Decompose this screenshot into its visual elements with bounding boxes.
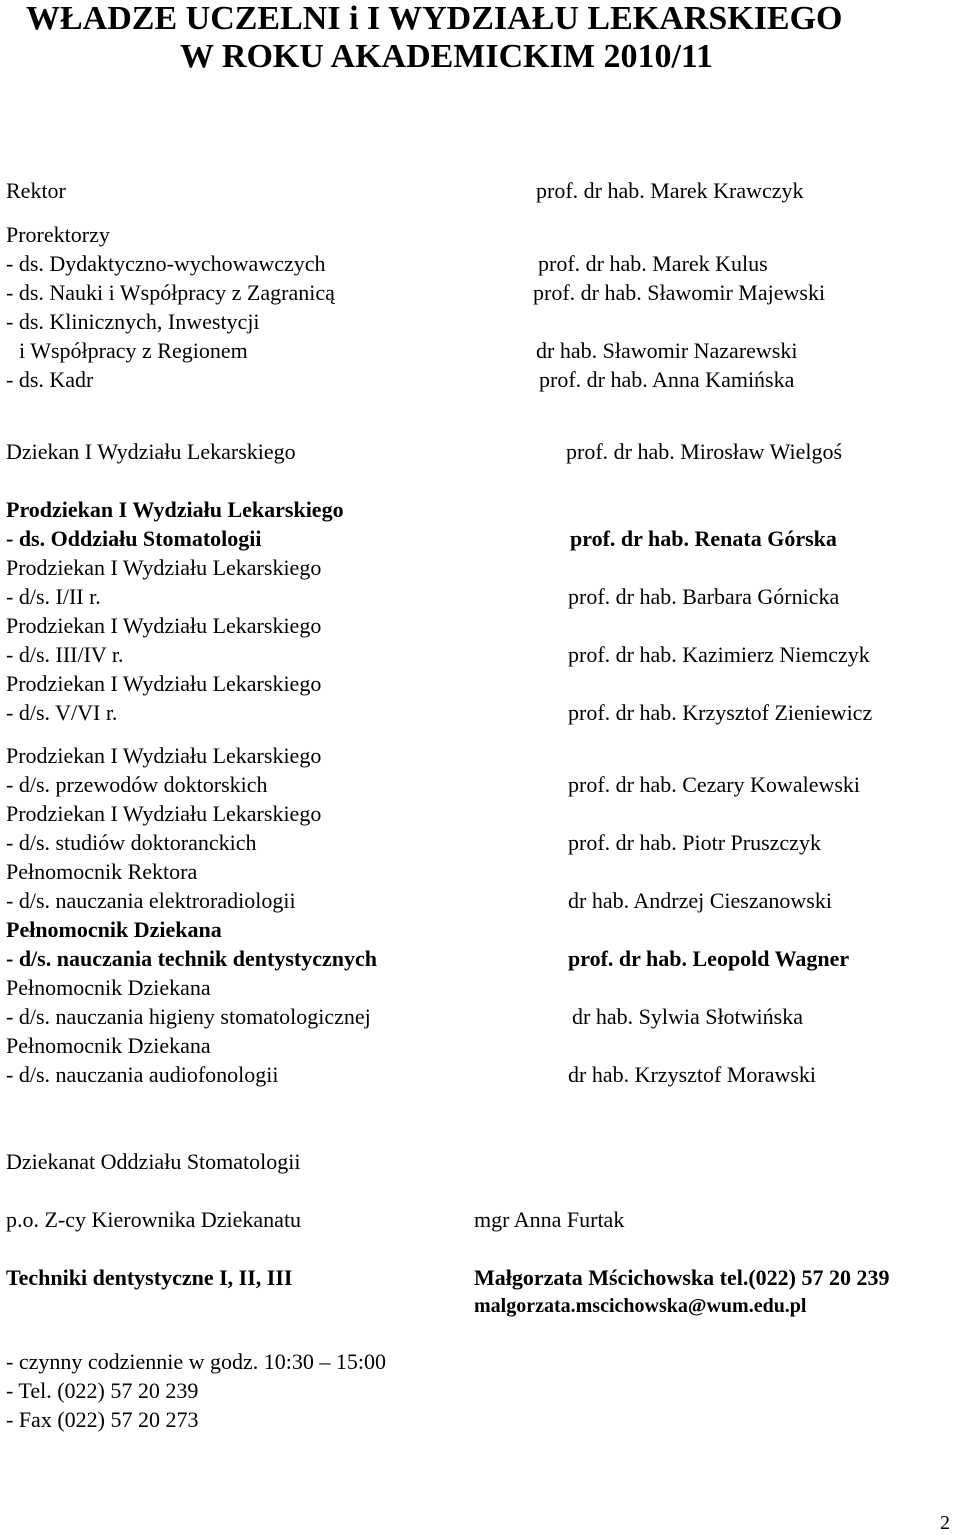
pelnomocnik-title: Pełnomocnik Dziekana [6, 1033, 211, 1058]
prorektorzy-heading: Prorektorzy [6, 222, 110, 247]
hours-line: - czynny codziennie w godz. 10:30 – 15:00 [6, 1349, 387, 1374]
prodziekan-title: Prodziekan I Wydziału Lekarskiego [6, 671, 322, 696]
dziekan-label: Dziekan I Wydziału Lekarskiego [6, 439, 296, 464]
prorektor-label: - ds. Dydaktyczno-wychowawczych [6, 251, 326, 276]
dziekanat-deputy-label: p.o. Z-cy Kierownika Dziekanatu [6, 1207, 302, 1232]
prodziekan-name: prof. dr hab. Kazimierz Niemczyk [568, 642, 870, 667]
pelnomocnik-title: Pełnomocnik Dziekana [6, 975, 211, 1000]
prorektor-label: - ds. Nauki i Współpracy z Zagranicą [6, 280, 335, 305]
pelnomocnik-name: dr hab. Krzysztof Morawski [568, 1062, 817, 1087]
pelnomocnik-name: dr hab. Andrzej Cieszanowski [568, 888, 832, 913]
prorektor-label-cont: i Współpracy z Regionem [19, 338, 248, 363]
fax-line: - Fax (022) 57 20 273 [6, 1407, 199, 1432]
prodziekan-scope: - d/s. I/II r. [6, 584, 101, 609]
prodziekan-title: Prodziekan I Wydziału Lekarskiego [6, 555, 322, 580]
prorektor-label: - ds. Kadr [6, 367, 94, 392]
tech-contact: Małgorzata Mścichowska tel.(022) 57 20 239 [474, 1265, 890, 1290]
pelnomocnik-title: Pełnomocnik Dziekana [6, 917, 222, 942]
prodziekan-name: prof. dr hab. Barbara Górnicka [568, 584, 840, 609]
prodziekan-scope: - ds. Oddziału Stomatologii [6, 526, 262, 551]
prodziekan-scope: - d/s. studiów doktoranckich [6, 830, 257, 855]
prodziekan-name: prof. dr hab. Renata Górska [570, 526, 837, 551]
prorektor-name: prof. dr hab. Anna Kamińska [539, 367, 795, 392]
prodziekan-name: prof. dr hab. Krzysztof Zieniewicz [568, 700, 873, 725]
pelnomocnik-scope: - d/s. nauczania elektroradiologii [6, 888, 296, 913]
dziekan-name: prof. dr hab. Mirosław Wielgoś [566, 439, 843, 464]
tel-line: - Tel. (022) 57 20 239 [6, 1378, 199, 1403]
rektor-name: prof. dr hab. Marek Krawczyk [536, 178, 804, 203]
page-title: WŁADZE UCZELNI i I WYDZIAŁU LEKARSKIEGO [26, 0, 843, 37]
prorektor-name: dr hab. Sławomir Nazarewski [536, 338, 798, 363]
prorektor-name: prof. dr hab. Sławomir Majewski [533, 280, 826, 305]
page-subtitle: W ROKU AKADEMICKIM 2010/11 [180, 38, 714, 75]
tech-label: Techniki dentystyczne I, II, III [6, 1265, 293, 1290]
prodziekan-name: prof. dr hab. Piotr Pruszczyk [568, 830, 821, 855]
prodziekan-title: Prodziekan I Wydziału Lekarskiego [6, 497, 344, 522]
pelnomocnik-name: prof. dr hab. Leopold Wagner [568, 946, 850, 971]
tech-email: malgorzata.mscichowska@wum.edu.pl [474, 1295, 807, 1317]
pelnomocnik-scope: - d/s. nauczania higieny stomatologicznej [6, 1004, 371, 1029]
dziekanat-deputy-name: mgr Anna Furtak [474, 1207, 625, 1232]
prodziekan-name: prof. dr hab. Cezary Kowalewski [568, 772, 861, 797]
page-number: 2 [940, 1512, 950, 1534]
prodziekan-title: Prodziekan I Wydziału Lekarskiego [6, 743, 322, 768]
pelnomocnik-title: Pełnomocnik Rektora [6, 859, 198, 884]
prodziekan-title: Prodziekan I Wydziału Lekarskiego [6, 801, 322, 826]
pelnomocnik-scope: - d/s. nauczania audiofonologii [6, 1062, 279, 1087]
prodziekan-title: Prodziekan I Wydziału Lekarskiego [6, 613, 322, 638]
prorektor-name: prof. dr hab. Marek Kulus [538, 251, 768, 276]
prodziekan-scope: - d/s. przewodów doktorskich [6, 772, 268, 797]
pelnomocnik-name: dr hab. Sylwia Słotwińska [572, 1004, 803, 1029]
prodziekan-scope: - d/s. III/IV r. [6, 642, 124, 667]
dziekanat-heading: Dziekanat Oddziału Stomatologii [6, 1149, 301, 1174]
prodziekan-scope: - d/s. V/VI r. [6, 700, 118, 725]
prorektor-label: - ds. Klinicznych, Inwestycji [6, 309, 260, 334]
rektor-label: Rektor [6, 178, 66, 203]
pelnomocnik-scope: - d/s. nauczania technik dentystycznych [6, 946, 377, 971]
